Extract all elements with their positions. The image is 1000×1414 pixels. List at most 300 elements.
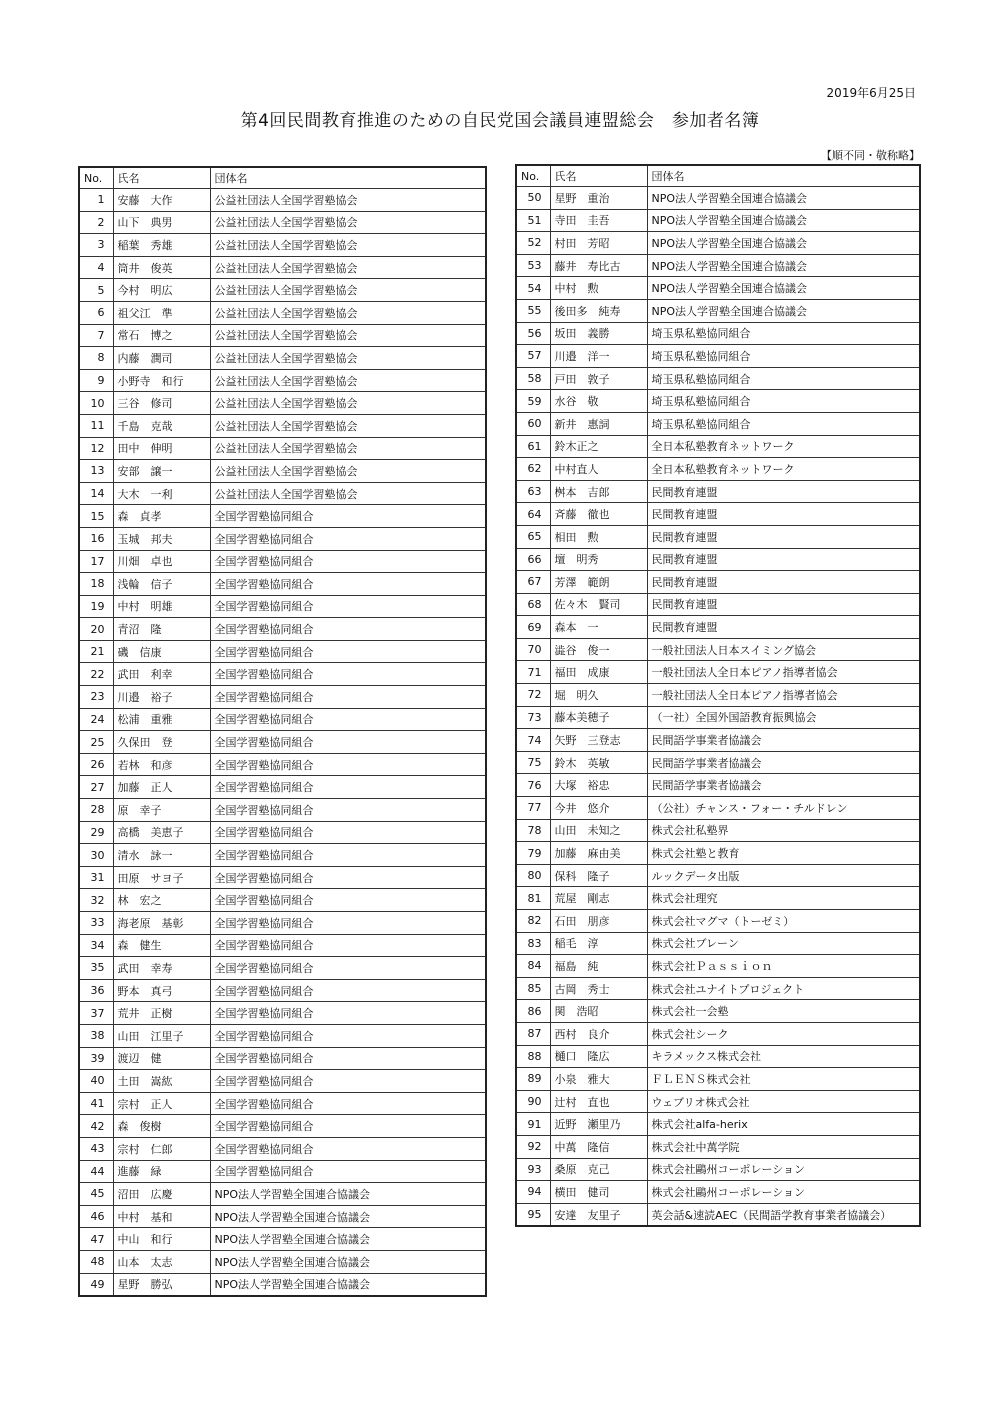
table-row	[516, 1158, 920, 1181]
cell-no: 10	[79, 392, 113, 415]
cell-name: 若林 和彦	[113, 753, 210, 776]
table-row	[516, 367, 920, 390]
cell-org: 株式会社一会塾	[647, 1000, 920, 1023]
cell-name: 佐々木 賢司	[550, 593, 647, 616]
cell-org: 公益社団法人全国学習塾協会	[210, 482, 486, 505]
cell-org: NPO法人学習塾全国連合協議会	[210, 1250, 486, 1273]
cell-no: 37	[79, 1002, 113, 1025]
cell-no: 54	[516, 277, 550, 300]
table-row	[516, 729, 920, 752]
table-row	[79, 866, 486, 889]
cell-org: 全国学習塾協同組合	[210, 573, 486, 596]
cell-name: 森 俊樹	[113, 1115, 210, 1138]
order-note: 【順不同・敬称略】	[821, 149, 920, 162]
cell-name: 斉藤 徹也	[550, 503, 647, 526]
cell-name: 森本 一	[550, 616, 647, 639]
cell-name: 横田 健司	[550, 1181, 647, 1204]
cell-name: 大塚 裕忠	[550, 774, 647, 797]
cell-no: 25	[79, 731, 113, 754]
table-row	[79, 889, 486, 912]
table-row	[79, 1115, 486, 1138]
header-org: 団体名	[647, 165, 920, 187]
cell-org: 全国学習塾協同組合	[210, 618, 486, 641]
cell-no: 85	[516, 977, 550, 1000]
table-row	[516, 1000, 920, 1023]
table-row	[79, 912, 486, 935]
cell-name: 渡辺 健	[113, 1047, 210, 1070]
table-row	[516, 187, 920, 210]
cell-no: 71	[516, 661, 550, 684]
table-row	[516, 977, 920, 1000]
cell-name: 常石 博之	[113, 324, 210, 347]
cell-no: 32	[79, 889, 113, 912]
cell-org: 全国学習塾協同組合	[210, 1115, 486, 1138]
cell-org: 株式会社マグマ（トーゼミ）	[647, 910, 920, 933]
cell-no: 62	[516, 458, 550, 481]
cell-name: 小泉 雅大	[550, 1068, 647, 1091]
cell-name: 矢野 三登志	[550, 729, 647, 752]
cell-no: 64	[516, 503, 550, 526]
table-row	[79, 776, 486, 799]
cell-org: （一社）全国外国語教育振興協会	[647, 706, 920, 729]
header-no: No.	[79, 167, 113, 189]
cell-name: 森 貞孝	[113, 505, 210, 528]
cell-name: 沼田 広慶	[113, 1183, 210, 1206]
cell-no: 78	[516, 819, 550, 842]
cell-org: 株式会社理究	[647, 887, 920, 910]
cell-org: 全国学習塾協同組合	[210, 821, 486, 844]
cell-org: 株式会社塾と教育	[647, 842, 920, 865]
cell-no: 30	[79, 844, 113, 867]
cell-no: 47	[79, 1228, 113, 1251]
cell-org: 全国学習塾協同組合	[210, 505, 486, 528]
cell-name: 川邉 洋一	[550, 345, 647, 368]
cell-org: 全国学習塾協同組合	[210, 1092, 486, 1115]
cell-no: 33	[79, 912, 113, 935]
cell-no: 12	[79, 437, 113, 460]
cell-name: 大木 一利	[113, 482, 210, 505]
cell-no: 68	[516, 593, 550, 616]
cell-org: 民間教育連盟	[647, 593, 920, 616]
table-row	[79, 1228, 486, 1251]
cell-name: 玉城 邦夫	[113, 527, 210, 550]
table-row	[79, 460, 486, 483]
cell-no: 31	[79, 866, 113, 889]
cell-org: 株式会社ユナイトプロジェクト	[647, 977, 920, 1000]
table-row	[516, 1203, 920, 1226]
table-row	[79, 301, 486, 324]
header-org: 団体名	[210, 167, 486, 189]
cell-org: 全国学習塾協同組合	[210, 686, 486, 709]
cell-org: NPO法人学習塾全国連合協議会	[647, 209, 920, 232]
cell-org: 公益社団法人全国学習塾協会	[210, 347, 486, 370]
table-row	[516, 435, 920, 458]
cell-org: 全国学習塾協同組合	[210, 799, 486, 822]
table-row	[79, 640, 486, 663]
cell-no: 70	[516, 638, 550, 661]
cell-name: 古岡 秀士	[550, 977, 647, 1000]
cell-org: NPO法人学習塾全国連合協議会	[647, 254, 920, 277]
cell-no: 26	[79, 753, 113, 776]
cell-org: 民間語学事業者協議会	[647, 774, 920, 797]
cell-name: 保科 隆子	[550, 864, 647, 887]
table-row	[516, 706, 920, 729]
cell-name: 戸田 敦子	[550, 367, 647, 390]
table-row	[79, 686, 486, 709]
cell-no: 19	[79, 595, 113, 618]
cell-org: 公益社団法人全国学習塾協会	[210, 189, 486, 212]
cell-no: 48	[79, 1250, 113, 1273]
cell-org: 埼玉県私塾協同組合	[647, 322, 920, 345]
table-row	[516, 955, 920, 978]
table-row	[516, 797, 920, 820]
cell-org: 公益社団法人全国学習塾協会	[210, 392, 486, 415]
table-row	[516, 412, 920, 435]
cell-no: 2	[79, 211, 113, 234]
table-row	[79, 279, 486, 302]
cell-no: 41	[79, 1092, 113, 1115]
table-row	[79, 1250, 486, 1273]
header-name: 氏名	[113, 167, 210, 189]
table-row	[79, 618, 486, 641]
cell-name: 樋口 隆広	[550, 1045, 647, 1068]
cell-org: 全国学習塾協同組合	[210, 1137, 486, 1160]
cell-no: 20	[79, 618, 113, 641]
table-row	[79, 211, 486, 234]
cell-name: 加藤 正人	[113, 776, 210, 799]
cell-name: 松浦 重雅	[113, 708, 210, 731]
cell-name: 小野寺 和行	[113, 369, 210, 392]
cell-org: 公益社団法人全国学習塾協会	[210, 414, 486, 437]
table-row	[516, 593, 920, 616]
cell-no: 13	[79, 460, 113, 483]
table-row	[516, 322, 920, 345]
cell-name: 今村 明広	[113, 279, 210, 302]
table-row	[79, 1137, 486, 1160]
cell-no: 59	[516, 390, 550, 413]
cell-no: 43	[79, 1137, 113, 1160]
cell-name: 高橋 美恵子	[113, 821, 210, 844]
cell-no: 86	[516, 1000, 550, 1023]
cell-name: 進藤 緑	[113, 1160, 210, 1183]
cell-no: 69	[516, 616, 550, 639]
cell-no: 49	[79, 1273, 113, 1296]
cell-org: 株式会社中萬学院	[647, 1135, 920, 1158]
cell-no: 22	[79, 663, 113, 686]
cell-org: 全国学習塾協同組合	[210, 753, 486, 776]
table-row	[516, 390, 920, 413]
cell-no: 76	[516, 774, 550, 797]
table-row	[516, 638, 920, 661]
table-row	[516, 571, 920, 594]
cell-org: 全国学習塾協同組合	[210, 889, 486, 912]
table-row	[79, 437, 486, 460]
table-row	[79, 482, 486, 505]
cell-no: 58	[516, 367, 550, 390]
cell-org: ＦＬＥＮＳ株式会社	[647, 1068, 920, 1091]
cell-no: 84	[516, 955, 550, 978]
cell-org: 民間教育連盟	[647, 525, 920, 548]
cell-name: 浅輪 信子	[113, 573, 210, 596]
cell-org: ウェブリオ株式会社	[647, 1090, 920, 1113]
cell-no: 34	[79, 934, 113, 957]
cell-org: 公益社団法人全国学習塾協会	[210, 211, 486, 234]
table-header-row	[79, 167, 486, 189]
table-row	[516, 277, 920, 300]
cell-name: 寺田 圭吾	[550, 209, 647, 232]
table-row	[516, 684, 920, 707]
cell-name: 川邉 裕子	[113, 686, 210, 709]
cell-name: 藤本美穂子	[550, 706, 647, 729]
table-row	[516, 616, 920, 639]
cell-name: 武田 幸寿	[113, 957, 210, 980]
cell-no: 89	[516, 1068, 550, 1091]
table-row	[79, 392, 486, 415]
cell-no: 92	[516, 1135, 550, 1158]
cell-no: 23	[79, 686, 113, 709]
cell-no: 3	[79, 234, 113, 257]
cell-name: 安藤 大作	[113, 189, 210, 212]
table-row	[79, 957, 486, 980]
table-row	[516, 887, 920, 910]
cell-no: 42	[79, 1115, 113, 1138]
table-row	[516, 345, 920, 368]
cell-no: 53	[516, 254, 550, 277]
cell-name: 関 浩昭	[550, 1000, 647, 1023]
cell-name: 久保田 登	[113, 731, 210, 754]
table-row	[79, 1183, 486, 1206]
cell-name: 星野 勝弘	[113, 1273, 210, 1296]
table-row	[516, 1045, 920, 1068]
table-row	[516, 480, 920, 503]
cell-name: 辻村 直也	[550, 1090, 647, 1113]
table-row	[79, 595, 486, 618]
cell-name: 福田 成康	[550, 661, 647, 684]
cell-name: 千島 克哉	[113, 414, 210, 437]
cell-org: ルックデータ出版	[647, 864, 920, 887]
cell-name: 中村直人	[550, 458, 647, 481]
cell-org: 全国学習塾協同組合	[210, 912, 486, 935]
cell-org: 全国学習塾協同組合	[210, 957, 486, 980]
table-row	[516, 1090, 920, 1113]
cell-no: 14	[79, 482, 113, 505]
cell-name: 稲葉 秀雄	[113, 234, 210, 257]
cell-no: 1	[79, 189, 113, 212]
table-row	[516, 932, 920, 955]
cell-no: 44	[79, 1160, 113, 1183]
cell-org: 全国学習塾協同組合	[210, 640, 486, 663]
cell-name: 田原 サヨ子	[113, 866, 210, 889]
cell-org: NPO法人学習塾全国連合協議会	[210, 1205, 486, 1228]
cell-org: 全国学習塾協同組合	[210, 866, 486, 889]
cell-name: 山田 未知之	[550, 819, 647, 842]
table-row	[79, 934, 486, 957]
table-row	[79, 753, 486, 776]
cell-name: 森 健生	[113, 934, 210, 957]
cell-org: NPO法人学習塾全国連合協議会	[647, 277, 920, 300]
cell-no: 9	[79, 369, 113, 392]
header-name: 氏名	[550, 165, 647, 187]
cell-no: 27	[79, 776, 113, 799]
table-row	[516, 864, 920, 887]
header-no: No.	[516, 165, 550, 187]
cell-no: 45	[79, 1183, 113, 1206]
cell-no: 39	[79, 1047, 113, 1070]
cell-org: NPO法人学習塾全国連合協議会	[210, 1228, 486, 1251]
cell-name: 石田 朋彦	[550, 910, 647, 933]
cell-org: 株式会社鷗州コーポレーション	[647, 1158, 920, 1181]
table-row	[79, 347, 486, 370]
cell-name: 林 宏之	[113, 889, 210, 912]
cell-org: 民間語学事業者協議会	[647, 729, 920, 752]
cell-name: 西村 良介	[550, 1022, 647, 1045]
page-title: 第4回民間教育推進のための自民党国会議員連盟総会 参加者名簿	[240, 111, 760, 131]
cell-no: 57	[516, 345, 550, 368]
cell-name: 藤井 寿比古	[550, 254, 647, 277]
cell-name: 鈴木 英敏	[550, 751, 647, 774]
table-row	[79, 324, 486, 347]
cell-org: 株式会社ブレーン	[647, 932, 920, 955]
cell-org: 全国学習塾協同組合	[210, 1024, 486, 1047]
cell-org: 全国学習塾協同組合	[210, 550, 486, 573]
cell-org: 全国学習塾協同組合	[210, 934, 486, 957]
cell-no: 66	[516, 548, 550, 571]
cell-no: 35	[79, 957, 113, 980]
table-row	[79, 821, 486, 844]
cell-org: 一般社団法人日本スイミング協会	[647, 638, 920, 661]
cell-org: 公益社団法人全国学習塾協会	[210, 369, 486, 392]
cell-org: 民間教育連盟	[647, 571, 920, 594]
table-row	[79, 663, 486, 686]
cell-org: 民間教育連盟	[647, 548, 920, 571]
cell-org: NPO法人学習塾全国連合協議会	[647, 187, 920, 210]
cell-org: 全国学習塾協同組合	[210, 663, 486, 686]
cell-name: 安達 友里子	[550, 1203, 647, 1226]
cell-name: 中村 明雄	[113, 595, 210, 618]
cell-name: 三谷 修司	[113, 392, 210, 415]
cell-name: 中萬 隆信	[550, 1135, 647, 1158]
cell-org: 埼玉県私塾協同組合	[647, 367, 920, 390]
cell-org: 埼玉県私塾協同組合	[647, 412, 920, 435]
cell-no: 74	[516, 729, 550, 752]
cell-no: 72	[516, 684, 550, 707]
cell-name: 安部 譲一	[113, 460, 210, 483]
table-row	[79, 844, 486, 867]
cell-name: 宗村 仁郎	[113, 1137, 210, 1160]
cell-name: 荒井 正樹	[113, 1002, 210, 1025]
document-date: 2019年6月25日	[826, 86, 916, 100]
cell-name: 中村 勲	[550, 277, 647, 300]
table-row	[79, 731, 486, 754]
cell-org: NPO法人学習塾全国連合協議会	[210, 1273, 486, 1296]
cell-no: 63	[516, 480, 550, 503]
cell-org: 全国学習塾協同組合	[210, 1002, 486, 1025]
cell-name: 青沼 隆	[113, 618, 210, 641]
cell-no: 52	[516, 232, 550, 255]
cell-name: 山田 江里子	[113, 1024, 210, 1047]
cell-org: 株式会社シーク	[647, 1022, 920, 1045]
cell-no: 75	[516, 751, 550, 774]
cell-no: 79	[516, 842, 550, 865]
table-row	[79, 1070, 486, 1093]
table-row	[79, 189, 486, 212]
cell-org: 埼玉県私塾協同組合	[647, 345, 920, 368]
cell-org: 全国学習塾協同組合	[210, 776, 486, 799]
cell-name: 川畑 卓也	[113, 550, 210, 573]
table-row	[516, 910, 920, 933]
cell-org: NPO法人学習塾全国連合協議会	[210, 1183, 486, 1206]
cell-name: 筒井 俊英	[113, 256, 210, 279]
cell-no: 80	[516, 864, 550, 887]
cell-org: 全国学習塾協同組合	[210, 1047, 486, 1070]
cell-no: 56	[516, 322, 550, 345]
table-row	[516, 1068, 920, 1091]
cell-org: 民間教育連盟	[647, 503, 920, 526]
cell-name: 新井 惠詞	[550, 412, 647, 435]
cell-name: 加藤 麻由美	[550, 842, 647, 865]
cell-name: 星野 重治	[550, 187, 647, 210]
cell-name: 今井 悠介	[550, 797, 647, 820]
cell-name: 宗村 正人	[113, 1092, 210, 1115]
cell-org: NPO法人学習塾全国連合協議会	[647, 232, 920, 255]
cell-no: 88	[516, 1045, 550, 1068]
cell-org: 一般社団法人全日本ピアノ指導者協会	[647, 661, 920, 684]
cell-no: 50	[516, 187, 550, 210]
cell-name: 堀 明久	[550, 684, 647, 707]
table-row	[79, 256, 486, 279]
cell-name: 壇 明秀	[550, 548, 647, 571]
cell-no: 77	[516, 797, 550, 820]
cell-name: 稲毛 淳	[550, 932, 647, 955]
cell-no: 93	[516, 1158, 550, 1181]
cell-no: 65	[516, 525, 550, 548]
table-row	[79, 550, 486, 573]
cell-org: 公益社団法人全国学習塾協会	[210, 279, 486, 302]
cell-no: 38	[79, 1024, 113, 1047]
cell-name: 水谷 敬	[550, 390, 647, 413]
cell-no: 90	[516, 1090, 550, 1113]
cell-org: 全国学習塾協同組合	[210, 731, 486, 754]
cell-name: 後田多 純寿	[550, 299, 647, 322]
cell-name: 祖父江 準	[113, 301, 210, 324]
cell-no: 60	[516, 412, 550, 435]
cell-org: 公益社団法人全国学習塾協会	[210, 324, 486, 347]
cell-name: 野本 真弓	[113, 979, 210, 1002]
cell-no: 24	[79, 708, 113, 731]
cell-no: 51	[516, 209, 550, 232]
cell-no: 82	[516, 910, 550, 933]
table-row	[79, 1092, 486, 1115]
cell-no: 40	[79, 1070, 113, 1093]
cell-no: 29	[79, 821, 113, 844]
cell-name: 磯 信康	[113, 640, 210, 663]
table-row	[516, 458, 920, 481]
cell-name: 原 幸子	[113, 799, 210, 822]
table-row	[516, 1181, 920, 1204]
participant-table-left	[78, 166, 487, 1297]
cell-name: 澁谷 俊一	[550, 638, 647, 661]
cell-no: 7	[79, 324, 113, 347]
cell-name: 鈴木正之	[550, 435, 647, 458]
table-row	[79, 708, 486, 731]
cell-name: 坂田 義勝	[550, 322, 647, 345]
table-row	[516, 1022, 920, 1045]
cell-org: 株式会社鷗州コーポレーション	[647, 1181, 920, 1204]
cell-org: （公社）チャンス・フォー・チルドレン	[647, 797, 920, 820]
cell-org: 全国学習塾協同組合	[210, 595, 486, 618]
cell-name: 山下 典男	[113, 211, 210, 234]
cell-org: 公益社団法人全国学習塾協会	[210, 437, 486, 460]
